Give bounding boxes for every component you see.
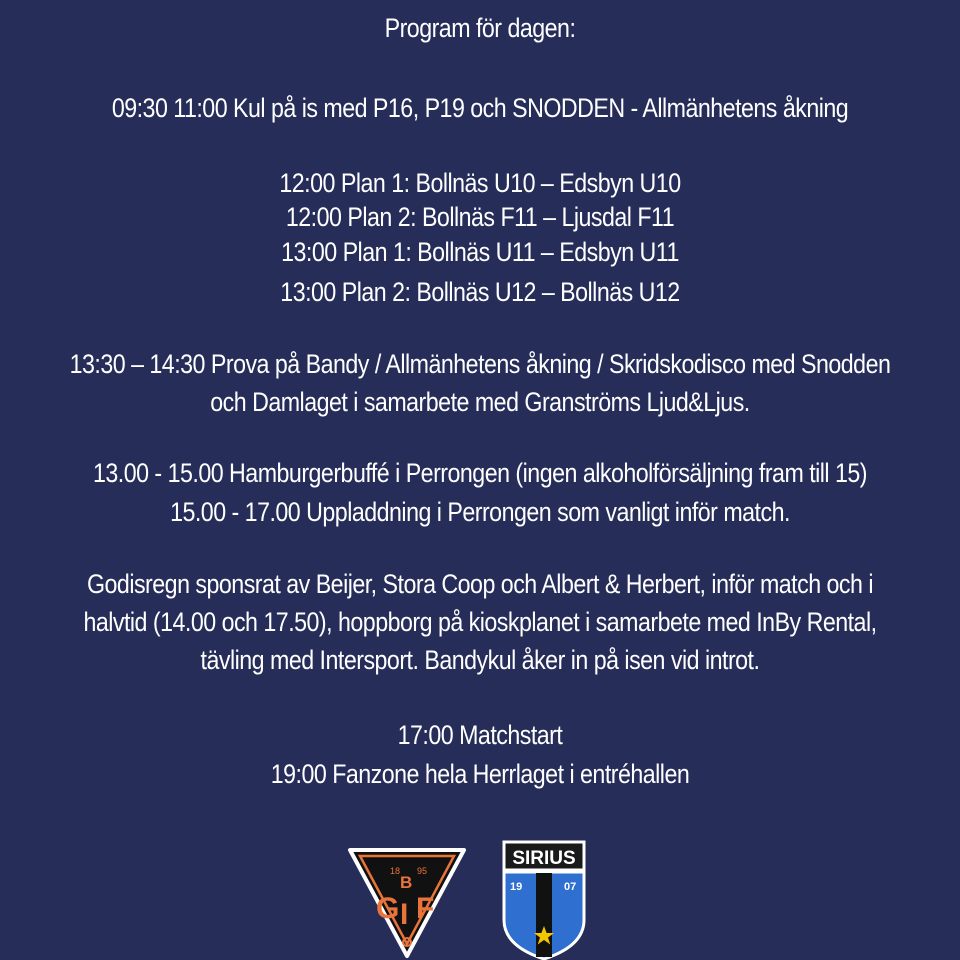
schedule-godisregn-line-1: Godisregn sponsrat av Beijer, Stora Coop och Albert & Herbert, inför match och i	[86, 569, 874, 599]
sirius-logo	[498, 838, 590, 960]
bollnas-year-right: 95	[417, 866, 428, 876]
sirius-year-right: 07	[564, 881, 577, 893]
club-logos	[0, 838, 960, 960]
schedule-prova-bandy-line-2: och Damlaget i samarbete med Granströms Ljud&Ljus.	[210, 387, 750, 417]
schedule-match-3: 13:00 Plan 1: Bollnäs U11 – Edsbyn U11	[281, 237, 679, 267]
schedule-godisregn-line-2: halvtid (14.00 och 17.50), hoppborg på kioskplanet i samarbete med InBy Rental,	[83, 607, 877, 637]
schedule-godisregn-line-3: tävling med Intersport. Bandykul åker in på isen vid introt.	[200, 645, 760, 675]
page-title: Program för dagen:	[384, 13, 576, 43]
sirius-name: SIRIUS	[512, 848, 576, 869]
bollnas-year-left: 18	[390, 866, 401, 876]
schedule-uppladdning: 15.00 - 17.00 Uppladdning i Perrongen som vanligt inför match.	[170, 497, 790, 527]
bollnas-letter-g: G	[376, 892, 400, 925]
schedule-match-4: 13:00 Plan 2: Bollnäs U12 – Bollnäs U12	[280, 277, 680, 307]
sirius-year-left: 19	[510, 881, 523, 893]
bollnas-letter-b: B	[400, 873, 413, 892]
schedule-hamburgerbuffe: 13.00 - 15.00 Hamburgerbuffé i Perrongen (ingen alkoholförsäljning fram till 15)	[92, 458, 868, 488]
schedule-match-2: 12:00 Plan 2: Bollnäs F11 – Ljusdal F11	[285, 202, 675, 232]
schedule-kul-pa-is: 09:30 11:00 Kul på is med P16, P19 och SNODDEN - Allmänhetens åkning	[111, 93, 849, 123]
schedule-matchstart: 17:00 Matchstart	[397, 720, 563, 750]
bollnas-gif-logo	[346, 844, 468, 960]
schedule-prova-bandy-line-1: 13:30 – 14:30 Prova på Bandy / Allmänhetens åkning / Skridskodisco med Snodden	[69, 349, 891, 379]
bollnas-letter-i: I	[400, 898, 409, 931]
schedule-fanzone: 19:00 Fanzone hela Herrlaget i entréhallen	[270, 759, 690, 789]
schedule-match-1: 12:00 Plan 1: Bollnäs U10 – Edsbyn U10	[279, 168, 681, 198]
bollnas-letter-f: F	[416, 892, 435, 925]
